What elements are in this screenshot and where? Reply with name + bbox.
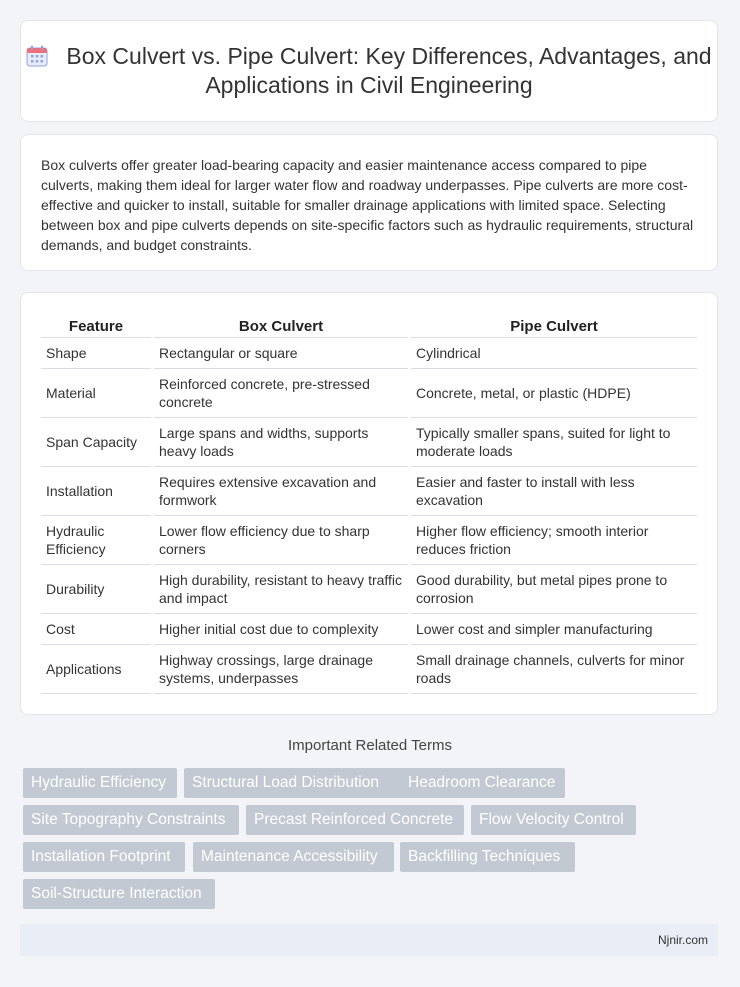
related-term-tag[interactable]: Site Topography Constraints (23, 805, 239, 835)
related-term-tag[interactable]: Structural Load Distribution (184, 768, 417, 798)
page-title-text: Box Culvert vs. Pipe Culvert: Key Differences, Advantages, and Applications in Civil Engineering (66, 43, 712, 98)
cell-pipe-culvert: Higher flow efficiency; smooth interior reduces friction (411, 516, 697, 565)
table-header-row (41, 313, 697, 338)
cell-box-culvert: Lower flow efficiency due to sharp corners (154, 516, 408, 565)
comparison-table (38, 313, 700, 694)
cell-pipe-culvert: Lower cost and simpler manufacturing (411, 614, 697, 645)
table-row (41, 614, 697, 645)
cell-box-culvert: Higher initial cost due to complexity (154, 614, 408, 645)
cell-feature: Shape (41, 338, 151, 369)
related-terms-heading: Important Related Terms (288, 737, 452, 754)
comparison-table-card (20, 292, 718, 715)
table-row (41, 565, 697, 614)
calendar-icon (26, 45, 48, 67)
header-pipe-culvert: Pipe Culvert (411, 313, 697, 338)
related-term-tag[interactable]: Installation Footprint (23, 842, 185, 872)
cell-feature: Installation (41, 467, 151, 516)
title-card (20, 20, 718, 122)
cell-box-culvert: Large spans and widths, supports heavy loads (154, 418, 408, 467)
header-box-culvert: Box Culvert (154, 313, 408, 338)
cell-pipe-culvert: Cylindrical (411, 338, 697, 369)
related-term-tag[interactable]: Flow Velocity Control (471, 805, 636, 835)
footer-site-link[interactable]: Njnir.com (657, 933, 708, 947)
header-feature: Feature (41, 313, 151, 338)
cell-box-culvert: Requires extensive excavation and formwork (154, 467, 408, 516)
related-term-tag[interactable]: Soil-Structure Interaction (23, 879, 215, 909)
related-term-tag[interactable]: Maintenance Accessibility (193, 842, 394, 872)
cell-pipe-culvert: Typically smaller spans, suited for light to moderate loads (411, 418, 697, 467)
cell-pipe-culvert: Easier and faster to install with less excavation (411, 467, 697, 516)
cell-feature: Cost (41, 614, 151, 645)
footer (20, 924, 718, 956)
page-title (21, 42, 717, 100)
cell-box-culvert: High durability, resistant to heavy traffic and impact (154, 565, 408, 614)
summary-text: Box culverts offer greater load-bearing capacity and easier maintenance access compared to pipe culverts, making them ideal for larger water flow and roadway underpasses. Pipe culverts are more cost-effective and quicker to install, suitable for smaller drainage applications with limited space. Selecting between box and pipe culverts depends on site-specific factors such as hydraulic requirements, structural demands, and budget constraints. (41, 157, 694, 253)
cell-feature: Span Capacity (41, 418, 151, 467)
table-row (41, 338, 697, 369)
cell-pipe-culvert: Small drainage channels, culverts for minor roads (411, 645, 697, 694)
cell-feature: Durability (41, 565, 151, 614)
cell-pipe-culvert: Concrete, metal, or plastic (HDPE) (411, 369, 697, 418)
table-row (41, 418, 697, 467)
summary-card (20, 134, 718, 271)
cell-pipe-culvert: Good durability, but metal pipes prone to corrosion (411, 565, 697, 614)
related-term-tag[interactable]: Headroom Clearance (400, 768, 565, 798)
cell-feature: Material (41, 369, 151, 418)
cell-feature: Hydraulic Efficiency (41, 516, 151, 565)
related-term-tag[interactable]: Hydraulic Efficiency (23, 768, 177, 798)
cell-box-culvert: Rectangular or square (154, 338, 408, 369)
cell-box-culvert: Highway crossings, large drainage systems, underpasses (154, 645, 408, 694)
table-row (41, 645, 697, 694)
table-row (41, 516, 697, 565)
table-row (41, 369, 697, 418)
related-term-tag[interactable]: Backfilling Techniques (400, 842, 575, 872)
table-row (41, 467, 697, 516)
related-term-tag[interactable]: Precast Reinforced Concrete (246, 805, 464, 835)
cell-feature: Applications (41, 645, 151, 694)
cell-box-culvert: Reinforced concrete, pre-stressed concrete (154, 369, 408, 418)
